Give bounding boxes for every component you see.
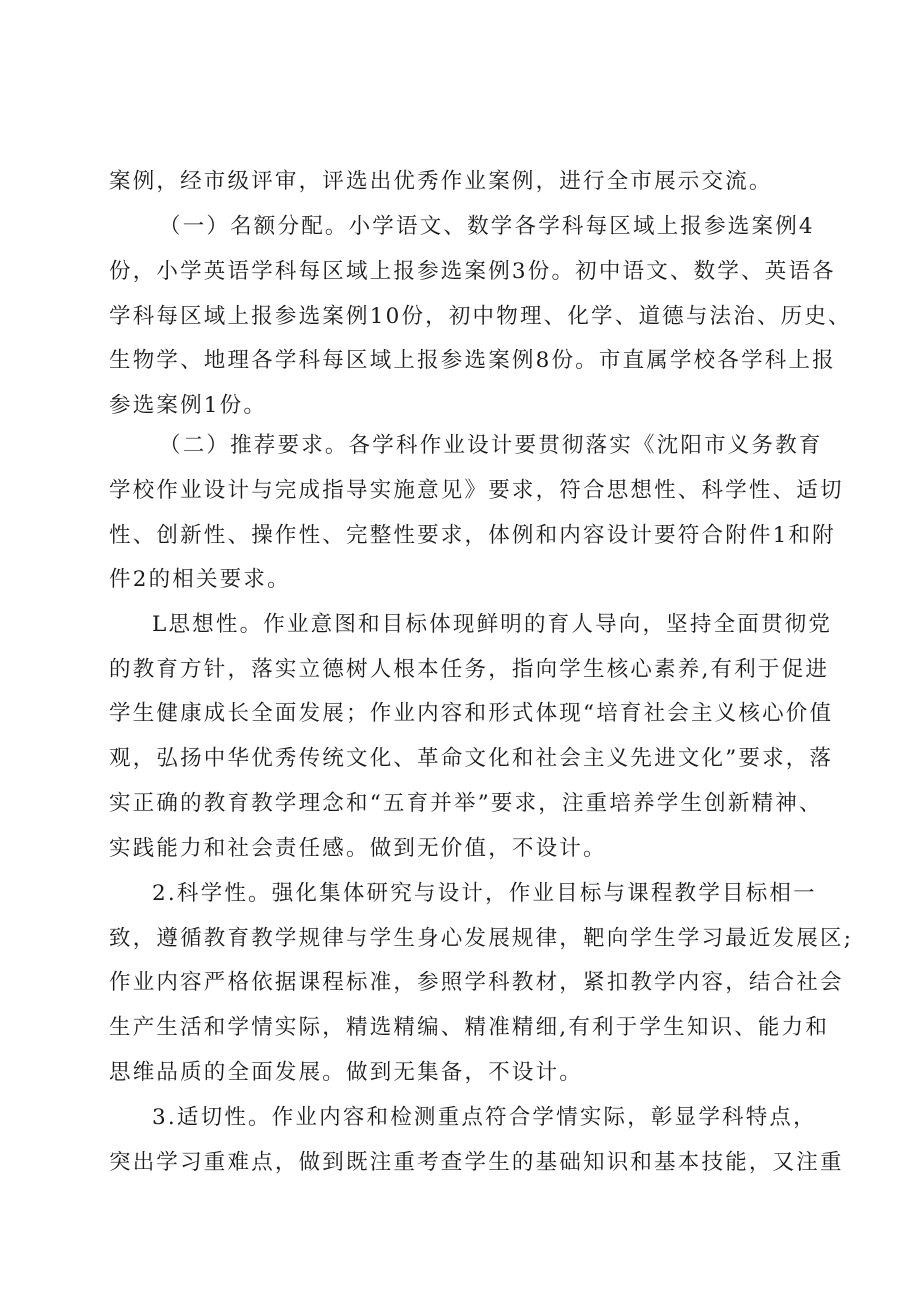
text-line: 学校作业设计与完成指导实施意见》要求，符合思想性、科学性、适切: [109, 478, 844, 503]
text-line: 作业内容严格依据课程标准，参照学科教材，紧扣教学内容，结合社会: [109, 970, 844, 995]
text-line: 2.科学性。强化集体研究与设计，作业目标与课程教学目标相一: [152, 881, 817, 906]
text-line: 性、创新性、操作性、完整性要求，体例和内容设计要符合附件1和附: [109, 523, 836, 548]
text-line: 实践能力和社会责任感。做到无价值，不设计。: [109, 836, 607, 861]
text-line: L思想性。作业意图和目标体现鲜明的育人导向，坚持全面贯彻党: [152, 612, 833, 637]
text-line: 致，遵循教育教学规律与学生身心发展规律，靶向学生学习最近发展区;: [109, 926, 854, 951]
text-line: （二）推荐要求。各学科作业设计要贯彻落实《沈阳市义务教育: [159, 433, 823, 458]
text-line: 生物学、地理各学科每区域上报参选案例8份。市直属学校各学科上报: [109, 348, 836, 373]
text-line: 实正确的教育教学理念和“五育并举”要求，注重培养学生创新精神、: [109, 791, 823, 816]
text-line: 生产生活和学情实际，精选精编、精准精细,有利于学生知识、能力和: [109, 1015, 830, 1040]
text-line: 案例，经市级评审，评选出优秀作业案例，进行全市展示交流。: [109, 169, 773, 194]
text-line: 件2的相关要求。: [109, 567, 291, 592]
text-line: 3.适切性。作业内容和检测重点符合学情实际，彰显学科特点，: [152, 1105, 817, 1130]
text-line: 学生健康成长全面发展；作业内容和形式体现“培育社会主义核心价值: [109, 701, 834, 726]
text-line: 学科每区域上报参选案例10份，初中物理、化学、道德与法治、历史、: [109, 304, 852, 329]
text-line: 参选案例1份。: [109, 393, 268, 418]
text-line: 突出学习重难点，做到既注重考查学生的基础知识和基本技能，又注重: [109, 1150, 844, 1175]
text-line: 的教育方针，落实立德树人根本任务，指向学生核心素养,有利于促进: [109, 657, 830, 682]
text-line: 观，弘扬中华优秀传统文化、革命文化和社会主义先进文化”要求，落: [109, 746, 834, 771]
text-line: 份，小学英语学科每区域上报参选案例3份。初中语文、数学、英语各: [109, 259, 836, 284]
text-line: 思维品质的全面发展。做到无集备，不设计。: [109, 1060, 584, 1085]
text-line: （一）名额分配。小学语文、数学各学科每区域上报参选案例4: [159, 214, 815, 239]
